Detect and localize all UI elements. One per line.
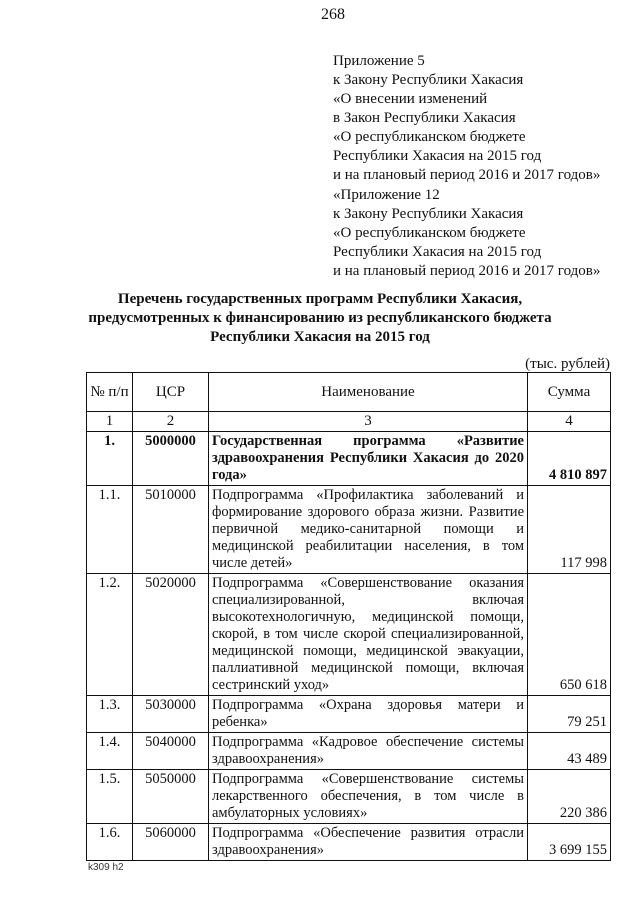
appendix-line: и на плановый период 2016 и 2017 годов» <box>333 263 601 279</box>
appendix-line: «О республиканском бюджете <box>333 129 526 145</box>
row-number: 1.1. <box>87 486 133 574</box>
row-code: 5040000 <box>133 733 209 770</box>
table-row <box>87 574 611 696</box>
page-number: 268 <box>321 6 345 23</box>
document-title <box>60 290 580 347</box>
row-code: 5020000 <box>133 574 209 696</box>
row-name: Подпрограмма «Кадровое обеспечение системы здравоохранения» <box>209 733 528 770</box>
row-number: 1.4. <box>87 733 133 770</box>
footer-code: k309 h2 <box>88 862 124 873</box>
appendix-line: Республики Хакасия на 2015 год <box>333 244 542 260</box>
table-row <box>87 432 611 486</box>
row-sum: 4 810 897 <box>528 432 611 486</box>
row-sum: 117 998 <box>528 486 611 574</box>
row-sum: 79 251 <box>528 696 611 733</box>
title-line: Перечень государственных программ Республики Хакасия, <box>117 291 523 307</box>
row-name: Подпрограмма «Совершенствование оказания специализированной, включая высокотехнологичную, медицинской помощи, скорой, в том числе скорой специализированной, медицинской помощи, медицинской эвакуации, паллиативной медицинской помощи, включая сестринский уход» <box>209 574 528 696</box>
units-label: (тыс. рублей) <box>525 356 610 372</box>
index-sum: 4 <box>528 412 611 432</box>
row-number: 1.6. <box>87 824 133 861</box>
title-line: предусмотренных к финансированию из республиканского бюджета <box>88 310 552 326</box>
header-name: Наименование <box>209 373 528 412</box>
row-sum: 3 699 155 <box>528 824 611 861</box>
table-header-row <box>87 373 611 412</box>
appendix-12-header <box>333 186 600 281</box>
index-num: 1 <box>87 412 133 432</box>
appendix-line: «О республиканском бюджете <box>333 225 526 241</box>
appendix-line: Республики Хакасия на 2015 год <box>333 148 542 164</box>
index-name: 3 <box>209 412 528 432</box>
row-sum: 43 489 <box>528 733 611 770</box>
appendix-line: к Закону Республики Хакасия <box>333 206 524 222</box>
title-line: Республики Хакасия на 2015 год <box>210 329 430 345</box>
row-name: Подпрограмма «Совершенствование системы лекарственного обеспечения, в том числе в амбулаторных условиях» <box>209 770 528 824</box>
appendix-line: Приложение 5 <box>333 53 425 69</box>
row-name: Государственная программа «Развитие здравоохранения Республики Хакасия до 2020 года» <box>209 432 528 486</box>
row-code: 5030000 <box>133 696 209 733</box>
row-name: Подпрограмма «Обеспечение развития отрасли здравоохранения» <box>209 824 528 861</box>
table-row <box>87 696 611 733</box>
appendix-line: «О внесении изменений <box>333 91 488 107</box>
row-sum: 220 386 <box>528 770 611 824</box>
row-name: Подпрограмма «Охрана здоровья матери и ребенка» <box>209 696 528 733</box>
row-number: 1. <box>87 432 133 486</box>
row-number: 1.5. <box>87 770 133 824</box>
table-row <box>87 824 611 861</box>
row-number: 1.3. <box>87 696 133 733</box>
appendix-line: к Закону Республики Хакасия <box>333 72 524 88</box>
appendix-line: «Приложение 12 <box>333 187 440 203</box>
row-code: 5000000 <box>133 432 209 486</box>
table-row <box>87 733 611 770</box>
appendix-line: и на плановый период 2016 и 2017 годов» <box>333 167 601 183</box>
table-index-row <box>87 412 611 432</box>
row-code: 5050000 <box>133 770 209 824</box>
header-sum: Сумма <box>528 373 611 412</box>
row-name: Подпрограмма «Профилактика заболеваний и формирование здорового образа жизни. Развитие первичной медико-санитарной помощи и медицинской реабилитации населения, в том числе детей» <box>209 486 528 574</box>
appendix-5-header <box>333 52 600 185</box>
row-number: 1.2. <box>87 574 133 696</box>
header-code: ЦСР <box>133 373 209 412</box>
row-code: 5060000 <box>133 824 209 861</box>
row-code: 5010000 <box>133 486 209 574</box>
programs-table <box>86 372 611 861</box>
header-num: № п/п <box>87 373 133 412</box>
table-row <box>87 486 611 574</box>
index-code: 2 <box>133 412 209 432</box>
table-row <box>87 770 611 824</box>
appendix-line: в Закон Республики Хакасия <box>333 110 516 126</box>
row-sum: 650 618 <box>528 574 611 696</box>
